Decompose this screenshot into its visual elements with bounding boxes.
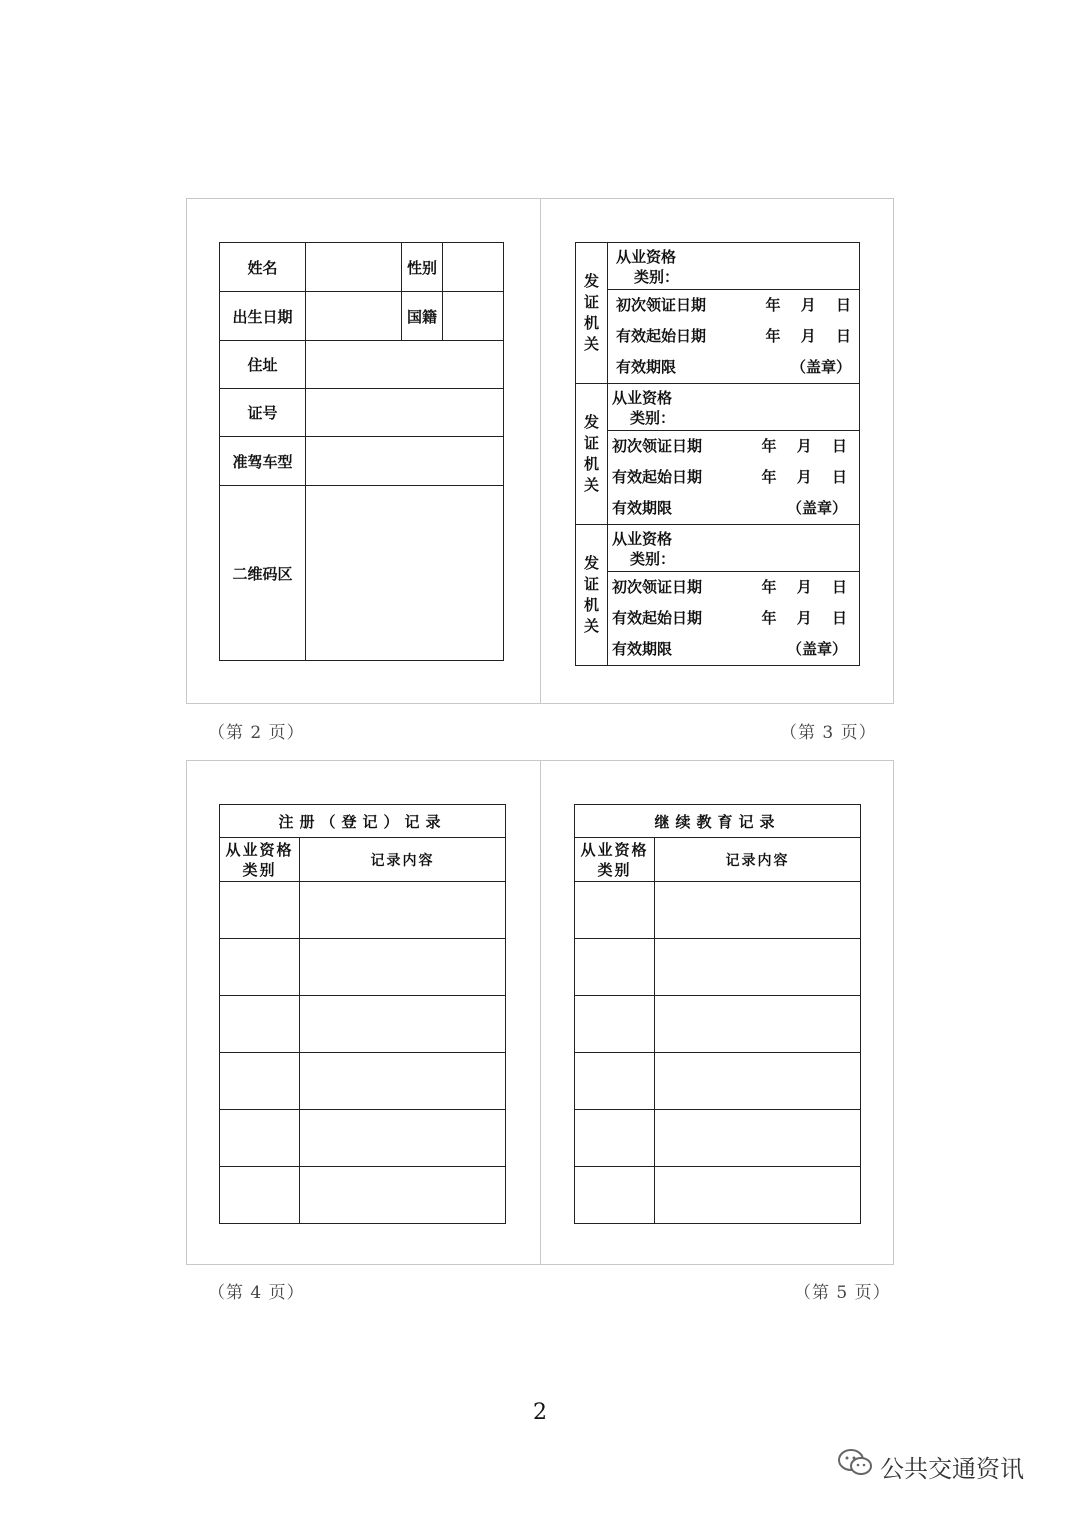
table-row <box>655 1110 861 1167</box>
valid-start-label-1: 有效起始日期 <box>616 327 707 345</box>
table-row <box>575 1167 655 1224</box>
valid-limit-label-3: 有效期限 <box>612 640 673 658</box>
issuer-label <box>576 384 608 525</box>
table-row <box>220 882 300 939</box>
table-row <box>300 996 506 1053</box>
qual-label-3: 从业资格 <box>612 530 673 548</box>
page-3-caption: （第 3 页） <box>780 723 877 743</box>
fold-line <box>540 199 541 703</box>
first-issue-label-3: 初次领证日期 <box>612 578 703 596</box>
nationality-value <box>443 292 504 341</box>
table-row <box>300 939 506 996</box>
issuer-label <box>576 243 608 384</box>
valid-start-label-3: 有效起始日期 <box>612 609 703 627</box>
table-row <box>300 1053 506 1110</box>
qual-category-header: 从业资格 类别 <box>220 838 300 882</box>
address-label: 住址 <box>220 341 306 389</box>
vehicle-class-label: 准驾车型 <box>220 437 306 486</box>
issuer-block-1 <box>608 243 860 384</box>
valid-start-date-2: 年 月 日 <box>761 468 847 486</box>
gender-value <box>443 243 504 292</box>
valid-limit-label-1: 有效期限 <box>616 358 677 376</box>
table-row <box>655 1167 861 1224</box>
qr-code-label: 二维码区 <box>220 486 306 661</box>
issuing-authority-table <box>575 242 860 666</box>
qr-code-area <box>306 486 504 661</box>
personal-info-table <box>219 242 504 661</box>
table-row <box>300 1167 506 1224</box>
page-2-caption: （第 2 页） <box>208 723 305 743</box>
page-5-caption: （第 5 页） <box>794 1283 891 1303</box>
first-issue-label-1: 初次领证日期 <box>616 296 707 314</box>
qual-label-1b: 类别： <box>634 268 680 286</box>
name-label: 姓名 <box>220 243 306 292</box>
nationality-label: 国籍 <box>402 292 443 341</box>
issuer-label-text: 发 证 机 关 <box>583 272 599 353</box>
registration-record-title: 注册（登记）记录 <box>220 805 506 838</box>
issuer-block-2 <box>608 384 860 525</box>
first-issue-date-3: 年 月 日 <box>761 578 847 596</box>
birth-date-value <box>306 292 402 341</box>
valid-limit-label-2: 有效期限 <box>612 499 673 517</box>
cert-number-value <box>306 389 504 437</box>
table-row <box>220 939 300 996</box>
record-content-header: 记录内容 <box>655 838 861 882</box>
fold-line <box>540 761 541 1264</box>
qual-label-2b: 类别： <box>630 409 676 427</box>
seal-2: （盖章） <box>786 499 847 517</box>
issuer-block-3 <box>608 525 860 666</box>
wechat-icon <box>836 1448 874 1484</box>
page-number: 2 <box>533 1400 547 1425</box>
address-value <box>306 341 504 389</box>
registration-record-table <box>219 804 506 1224</box>
table-row <box>575 882 655 939</box>
page-4-caption: （第 4 页） <box>208 1283 305 1303</box>
record-content-header: 记录内容 <box>300 838 506 882</box>
valid-start-label-2: 有效起始日期 <box>612 468 703 486</box>
name-value <box>306 243 402 292</box>
table-row <box>655 882 861 939</box>
first-issue-date-1: 年 月 日 <box>765 296 851 314</box>
issuer-label-text: 发 证 机 关 <box>583 554 599 635</box>
table-row <box>300 882 506 939</box>
birth-date-label: 出生日期 <box>220 292 306 341</box>
table-row <box>220 996 300 1053</box>
vehicle-class-value <box>306 437 504 486</box>
qual-label-2: 从业资格 <box>612 389 673 407</box>
seal-3: （盖章） <box>786 640 847 658</box>
table-row <box>220 1167 300 1224</box>
issuer-label <box>576 525 608 666</box>
first-issue-label-2: 初次领证日期 <box>612 437 703 455</box>
watermark-text: 公共交通资讯 <box>880 1454 1024 1483</box>
cert-number-label: 证号 <box>220 389 306 437</box>
continuing-education-title: 继续教育记录 <box>575 805 861 838</box>
table-row <box>575 1110 655 1167</box>
valid-start-date-1: 年 月 日 <box>765 327 851 345</box>
watermark <box>836 1448 1024 1484</box>
first-issue-date-2: 年 月 日 <box>761 437 847 455</box>
table-row <box>655 1053 861 1110</box>
table-row <box>655 996 861 1053</box>
table-row <box>575 1053 655 1110</box>
table-row <box>655 939 861 996</box>
qual-label-1: 从业资格 <box>616 248 677 266</box>
table-row <box>575 939 655 996</box>
continuing-education-table <box>574 804 861 1224</box>
table-row <box>220 1053 300 1110</box>
table-row <box>300 1110 506 1167</box>
gender-label: 性别 <box>402 243 443 292</box>
table-row <box>220 1110 300 1167</box>
qual-category-header: 从业资格 类别 <box>575 838 655 882</box>
seal-1: （盖章） <box>790 358 851 376</box>
valid-start-date-3: 年 月 日 <box>761 609 847 627</box>
table-row <box>575 996 655 1053</box>
qual-label-3b: 类别： <box>630 550 676 568</box>
issuer-label-text: 发 证 机 关 <box>583 413 599 494</box>
